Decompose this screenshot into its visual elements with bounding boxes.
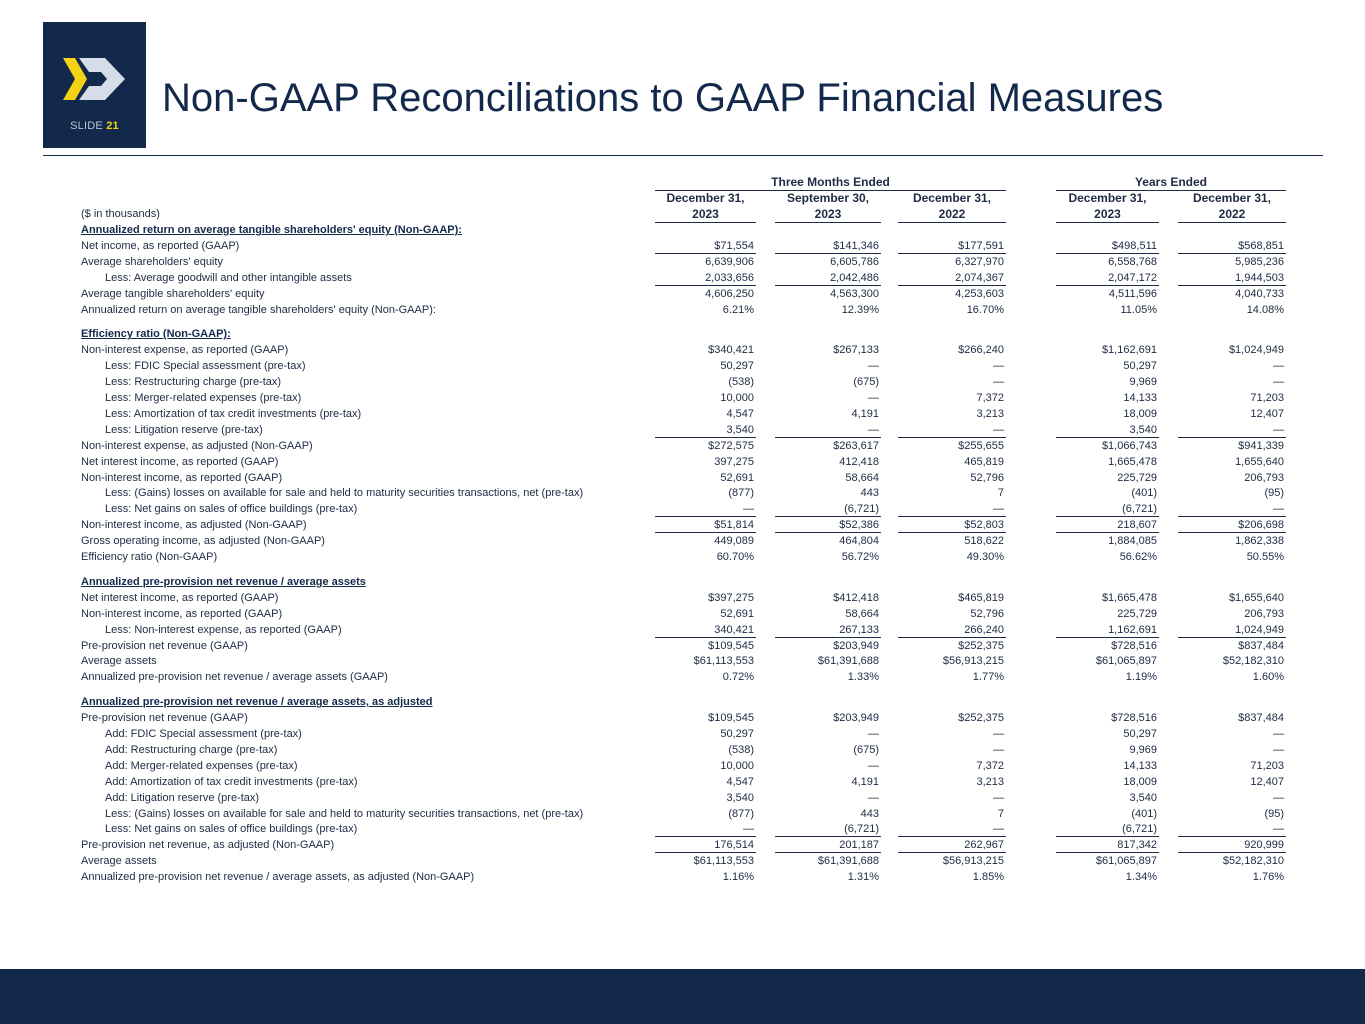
cell-value: 2,033,656: [655, 271, 756, 286]
cell-value: $728,516: [1111, 639, 1157, 652]
row-label: Pre-provision net revenue (GAAP): [81, 639, 248, 652]
cell-value: $1,655,640: [1228, 591, 1284, 604]
cell-value: 218,607: [1056, 518, 1159, 533]
row-label: Non-interest expense, as adjusted (Non-GAAP): [81, 439, 313, 452]
cell-value: 1.33%: [847, 671, 879, 684]
cell-value: (675): [853, 376, 879, 389]
cell-value: $266,240: [958, 344, 1004, 357]
cell-value: (877): [728, 487, 754, 500]
row-label: Average assets: [81, 855, 157, 868]
cell-value: —: [868, 360, 879, 373]
row-label: Non-interest income, as reported (GAAP): [81, 607, 283, 620]
cell-value: —: [1273, 728, 1284, 740]
cell-value: 1.16%: [722, 871, 754, 884]
page-title: Non-GAAP Reconciliations to GAAP Financial Measures: [162, 76, 1164, 120]
cell-value: 10,000: [720, 759, 754, 772]
row-label: Non-interest income, as adjusted (Non-GAAP): [81, 519, 307, 532]
row-label: Less: Litigation reserve (pre-tax): [105, 423, 263, 436]
cell-value: $203,949: [833, 639, 879, 652]
cell-value: $263,617: [833, 439, 879, 452]
cell-value: $52,182,310: [1222, 855, 1284, 868]
cell-value: 3,540: [1056, 423, 1159, 438]
cell-value: 6,605,786: [830, 255, 879, 268]
row-label: Add: Amortization of tax credit investments (pre-tax): [105, 775, 358, 788]
cell-value: $141,346: [775, 239, 881, 254]
cell-value: 0.72%: [722, 671, 754, 684]
row-label: Less: Average goodwill and other intangible assets: [105, 271, 352, 284]
cell-value: $51,814: [655, 518, 756, 533]
cell-value: 7: [997, 807, 1004, 820]
cell-value: 50.55%: [1246, 551, 1284, 563]
cell-value: —: [993, 743, 1004, 756]
row-label: Less: Amortization of tax credit investments (pre-tax): [105, 407, 362, 420]
cell-value: 449,089: [714, 535, 754, 548]
cell-value: 225,729: [1117, 471, 1157, 484]
cell-value: —: [868, 728, 879, 740]
cell-value: 1.76%: [1252, 871, 1284, 884]
cell-value: $837,484: [1238, 639, 1284, 652]
cell-value: 58,664: [845, 471, 879, 484]
cell-value: 465,819: [964, 455, 1004, 468]
cell-value: $498,511: [1056, 239, 1159, 254]
row-label: Net income, as reported (GAAP): [81, 239, 240, 252]
cell-value: 262,967: [898, 838, 1006, 853]
column-header-year: 2023: [692, 207, 719, 221]
cell-value: $61,391,688: [817, 655, 879, 668]
cell-value: $465,819: [958, 591, 1004, 604]
cell-value: $61,065,897: [1095, 655, 1157, 668]
row-label: Less: (Gains) losses on available for sale and held to maturity securities transactions, net (pre-tax): [105, 807, 584, 820]
footer-band: [0, 969, 1365, 1024]
cell-value: 1,162,691: [1056, 623, 1159, 638]
cell-value: 2,074,367: [898, 271, 1006, 286]
cell-value: 443: [860, 487, 879, 500]
cell-value: —: [898, 423, 1006, 438]
cell-value: $71,554: [655, 239, 756, 254]
cell-value: (538): [728, 743, 754, 756]
row-label: Less: Non-interest expense, as reported (GAAP): [105, 623, 342, 636]
cell-value: —: [655, 502, 756, 517]
column-header-date: December 31,: [666, 191, 745, 205]
cell-value: 2,042,486: [775, 271, 881, 286]
cell-value: 1,655,640: [1235, 455, 1284, 468]
cell-value: 7: [997, 487, 1004, 500]
row-label: Gross operating income, as adjusted (Non-GAAP): [81, 535, 325, 548]
column-header-date: September 30,: [786, 191, 870, 205]
cell-value: 50,297: [720, 360, 754, 373]
section-heading: Efficiency ratio (Non-GAAP):: [81, 328, 231, 341]
cell-value: 50,297: [1123, 360, 1157, 373]
row-label: Add: Merger-related expenses (pre-tax): [105, 759, 298, 772]
column-header-year: 2022: [1218, 207, 1246, 221]
row-label: Average shareholders' equity: [81, 255, 223, 268]
cell-value: 443: [860, 807, 879, 820]
row-label: Add: Litigation reserve (pre-tax): [105, 791, 260, 804]
cell-value: 6,558,768: [1108, 255, 1157, 268]
cell-value: 1,862,338: [1235, 535, 1284, 548]
cell-value: 1.77%: [972, 671, 1004, 684]
cell-value: 52,796: [970, 607, 1004, 620]
cell-value: 1,944,503: [1178, 271, 1286, 286]
cell-value: 4,563,300: [830, 287, 879, 300]
cell-value: 397,275: [714, 455, 754, 468]
cell-value: 18,009: [1123, 775, 1157, 788]
cell-value: —: [1273, 376, 1284, 389]
row-label: Pre-provision net revenue (GAAP): [81, 712, 248, 725]
cell-value: 14,133: [1123, 759, 1157, 772]
cell-value: 4,253,603: [955, 287, 1004, 300]
cell-value: —: [1178, 822, 1286, 837]
cell-value: —: [1273, 743, 1284, 756]
cell-value: 5,985,236: [1235, 255, 1284, 268]
cell-value: —: [993, 728, 1004, 740]
column-header-date: December 31,: [1192, 191, 1272, 205]
cell-value: 518,622: [964, 535, 1004, 548]
row-label: Average assets: [81, 655, 157, 668]
cell-value: (538): [728, 376, 754, 389]
cell-value: 60.70%: [716, 551, 754, 563]
cell-value: $412,418: [833, 591, 879, 604]
row-label: Pre-provision net revenue, as adjusted (Non-GAAP): [81, 839, 335, 852]
cell-value: (6,721): [1056, 502, 1159, 517]
slide-number: 21: [106, 120, 119, 132]
cell-value: 12,407: [1250, 407, 1284, 420]
column-header-year: 2022: [938, 207, 966, 221]
cell-value: —: [993, 360, 1004, 373]
cell-value: $61,113,553: [693, 655, 754, 668]
cell-value: 920,999: [1178, 838, 1286, 853]
cell-value: 1,884,085: [1108, 535, 1157, 548]
cell-value: 412,418: [839, 455, 879, 468]
cell-value: (401): [1131, 807, 1157, 820]
cell-value: —: [1273, 360, 1284, 373]
cell-value: 11.05%: [1120, 303, 1157, 316]
cell-value: 6,639,906: [705, 255, 754, 268]
cell-value: $56,913,215: [942, 655, 1004, 668]
cell-value: $941,339: [1238, 439, 1284, 452]
cell-value: 201,187: [775, 838, 881, 853]
column-header-year: 2023: [1094, 207, 1121, 221]
cell-value: (877): [728, 807, 754, 820]
cell-value: 71,203: [1250, 392, 1284, 404]
row-label: Less: Merger-related expenses (pre-tax): [105, 392, 302, 404]
cell-value: 14.08%: [1246, 303, 1284, 316]
cell-value: (6,721): [775, 822, 881, 837]
cell-value: (401): [1131, 487, 1157, 500]
cell-value: 266,240: [898, 623, 1006, 638]
row-label: Net interest income, as reported (GAAP): [81, 591, 279, 604]
cell-value: 52,691: [720, 471, 754, 484]
cell-value: 50,297: [1123, 728, 1157, 740]
row-label: Annualized pre-provision net revenue / average assets, as adjusted (Non-GAAP): [81, 871, 475, 884]
cell-value: 58,664: [845, 607, 879, 620]
row-label: Add: Restructuring charge (pre-tax): [105, 743, 278, 756]
cell-value: 1.19%: [1125, 671, 1157, 684]
cell-value: 14,133: [1123, 392, 1157, 404]
cell-value: 206,793: [1244, 607, 1284, 620]
row-label: Annualized pre-provision net revenue / average assets (GAAP): [81, 671, 388, 684]
cell-value: —: [868, 392, 879, 404]
cell-value: 7,372: [976, 392, 1004, 404]
cell-value: 7,372: [976, 759, 1004, 772]
cell-value: 56.62%: [1119, 551, 1157, 563]
cell-value: $61,065,897: [1095, 855, 1157, 868]
cell-value: $252,375: [958, 639, 1004, 652]
row-label: Less: Net gains on sales of office buildings (pre-tax): [105, 503, 358, 516]
cell-value: —: [868, 759, 879, 772]
cell-value: $52,182,310: [1222, 655, 1284, 668]
cell-value: 12,407: [1250, 775, 1284, 788]
group-header-years: Years Ended: [1056, 175, 1286, 191]
column-header-date: December 31,: [912, 191, 992, 205]
units-label: ($ in thousands): [81, 208, 160, 220]
section-heading: Annualized pre-provision net revenue / average assets, as adjusted: [81, 696, 433, 709]
cell-value: (95): [1264, 487, 1284, 500]
row-label: Add: FDIC Special assessment (pre-tax): [105, 728, 302, 740]
row-label: Less: Restructuring charge (pre-tax): [105, 376, 282, 389]
cell-value: 1,024,949: [1178, 623, 1286, 638]
cell-value: 6.21%: [722, 303, 754, 316]
cell-value: 9,969: [1129, 376, 1157, 389]
cell-value: 340,421: [655, 623, 756, 638]
cell-value: $1,024,949: [1228, 344, 1284, 357]
cell-value: 4,191: [851, 775, 879, 788]
section-heading: Annualized pre-provision net revenue / average assets: [81, 575, 366, 588]
cell-value: 16.70%: [966, 303, 1004, 316]
cell-value: 1.60%: [1252, 671, 1284, 684]
row-label: Less: (Gains) losses on available for sale and held to maturity securities transactions, net (pre-tax): [105, 487, 584, 500]
cell-value: (6,721): [775, 502, 881, 517]
row-label: Net interest income, as reported (GAAP): [81, 455, 279, 468]
cell-value: (95): [1264, 807, 1284, 820]
cell-value: 1.31%: [847, 871, 879, 884]
cell-value: $203,949: [833, 712, 879, 725]
cell-value: $272,575: [708, 439, 754, 452]
row-label: Non-interest expense, as reported (GAAP): [81, 344, 289, 357]
cell-value: 12.39%: [841, 303, 879, 316]
cell-value: 4,547: [726, 407, 754, 420]
column-header: [898, 190, 1006, 223]
cell-value: 9,969: [1129, 743, 1157, 756]
cell-value: 52,796: [970, 471, 1004, 484]
row-label: Less: Net gains on sales of office buildings (pre-tax): [105, 823, 358, 836]
cell-value: $109,545: [708, 712, 754, 725]
cell-value: 1.34%: [1125, 871, 1157, 884]
cell-value: 49.30%: [966, 551, 1004, 563]
group-header-three-months: Three Months Ended: [655, 175, 1006, 191]
cell-value: —: [993, 791, 1004, 804]
cell-value: 3,213: [976, 407, 1004, 420]
cell-value: 206,793: [1244, 471, 1284, 484]
cell-value: 56.72%: [841, 551, 879, 563]
cell-value: —: [1178, 502, 1286, 517]
cell-value: $1,665,478: [1101, 591, 1157, 604]
row-label: Efficiency ratio (Non-GAAP): [81, 551, 218, 563]
cell-value: —: [868, 791, 879, 804]
cell-value: 18,009: [1123, 407, 1157, 420]
cell-value: —: [993, 376, 1004, 389]
cell-value: 2,047,172: [1056, 271, 1159, 286]
cell-value: 4,606,250: [705, 287, 754, 300]
column-header-year: 2023: [814, 207, 842, 221]
cell-value: 3,213: [976, 775, 1004, 788]
cell-value: 176,514: [655, 838, 756, 853]
cell-value: 3,540: [726, 791, 754, 804]
cell-value: —: [1273, 791, 1284, 804]
cell-value: (6,721): [1056, 822, 1159, 837]
section-heading: Annualized return on average tangible shareholders' equity (Non-GAAP):: [81, 224, 462, 236]
row-label: Annualized return on average tangible shareholders' equity (Non-GAAP):: [81, 303, 436, 316]
cell-value: $728,516: [1111, 712, 1157, 725]
cell-value: $255,655: [958, 439, 1004, 452]
cell-value: 4,547: [726, 775, 754, 788]
cell-value: $837,484: [1238, 712, 1284, 725]
cell-value: 267,133: [775, 623, 881, 638]
cell-value: —: [775, 423, 881, 438]
cell-value: 464,804: [839, 535, 879, 548]
cell-value: $109,545: [708, 639, 754, 652]
cell-value: (675): [853, 743, 879, 756]
cell-value: $52,803: [898, 518, 1006, 533]
cell-value: 4,511,596: [1108, 287, 1157, 300]
row-label: Less: FDIC Special assessment (pre-tax): [105, 360, 306, 373]
cell-value: $61,113,553: [693, 855, 754, 868]
cell-value: 225,729: [1117, 607, 1157, 620]
cell-value: $206,698: [1178, 518, 1286, 533]
column-header: [1056, 190, 1159, 223]
cell-value: $52,386: [775, 518, 881, 533]
cell-value: 1.85%: [972, 871, 1004, 884]
column-header: [1178, 190, 1286, 223]
column-header: [775, 190, 881, 223]
cell-value: 4,191: [851, 407, 879, 420]
cell-value: —: [1178, 423, 1286, 438]
cell-value: 3,540: [1129, 791, 1157, 804]
cell-value: 50,297: [720, 728, 754, 740]
cell-value: $267,133: [833, 344, 879, 357]
cell-value: 1,665,478: [1108, 455, 1157, 468]
cell-value: $1,162,691: [1101, 344, 1157, 357]
cell-value: —: [898, 502, 1006, 517]
cell-value: 71,203: [1250, 759, 1284, 772]
cell-value: $397,275: [708, 591, 754, 604]
cell-value: $568,851: [1178, 239, 1286, 254]
cell-value: 6,327,970: [955, 255, 1004, 268]
cell-value: $61,391,688: [817, 855, 879, 868]
row-label: Average tangible shareholders' equity: [81, 287, 265, 300]
cell-value: $56,913,215: [942, 855, 1004, 868]
column-header-date: December 31,: [1068, 191, 1147, 205]
cell-value: $340,421: [708, 344, 754, 357]
cell-value: —: [655, 822, 756, 837]
row-label: Non-interest income, as reported (GAAP): [81, 471, 283, 484]
cell-value: 10,000: [720, 392, 754, 404]
cell-value: $177,591: [898, 239, 1006, 254]
cell-value: 3,540: [655, 423, 756, 438]
cell-value: $252,375: [958, 712, 1004, 725]
column-header: [655, 190, 756, 223]
cell-value: 4,040,733: [1235, 287, 1284, 300]
slide-label-text: SLIDE: [70, 120, 103, 132]
cell-value: 52,691: [720, 607, 754, 620]
cell-value: 817,342: [1056, 838, 1159, 853]
cell-value: —: [898, 822, 1006, 837]
cell-value: $1,066,743: [1101, 439, 1157, 452]
